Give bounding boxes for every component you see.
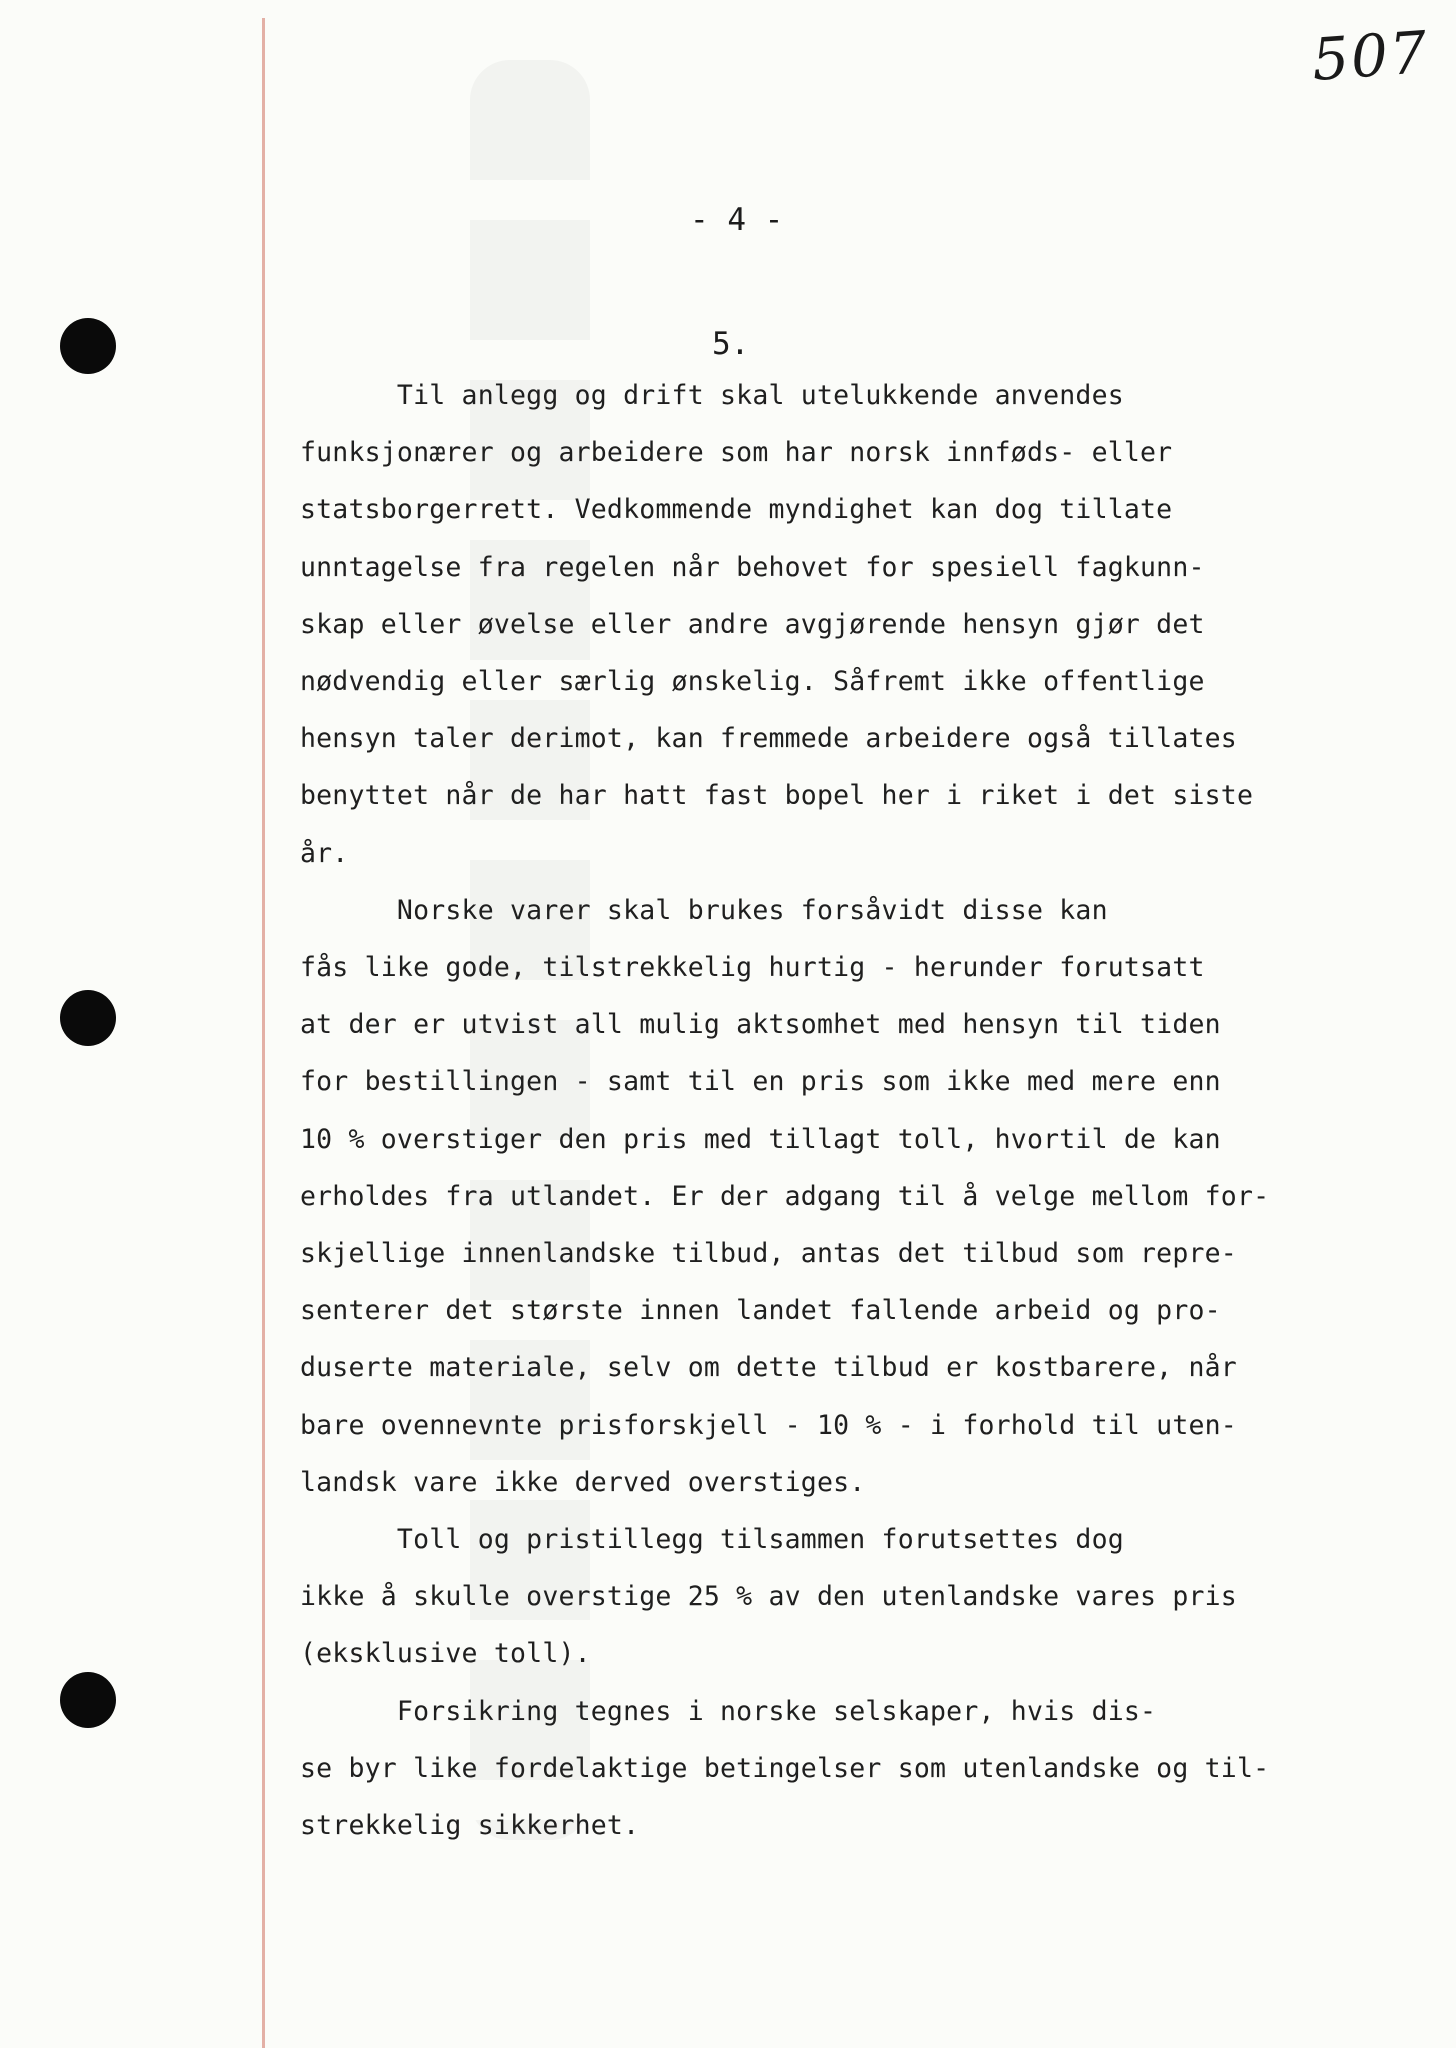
text-line: funksjonærer og arbeidere som har norsk innføds- eller <box>300 437 1173 468</box>
text-line: skap eller øvelse eller andre avgjørende hensyn gjør det <box>300 609 1205 640</box>
text-line: 10 % overstiger den pris med tillagt toll, hvortil de kan <box>300 1124 1221 1155</box>
text-line: år. <box>300 838 349 869</box>
punch-hole-bottom <box>60 1672 116 1728</box>
punch-hole-top <box>60 318 116 374</box>
text-line: Til anlegg og drift skal utelukkende anvendes <box>300 380 1124 411</box>
text-line: skjellige innenlandske tilbud, antas det tilbud som repre- <box>300 1238 1237 1269</box>
text-line: se byr like fordelaktige betingelser som utenlandske og til- <box>300 1753 1270 1784</box>
text-line: Norske varer skal brukes forsåvidt disse kan <box>300 895 1108 926</box>
text-line: landsk vare ikke derved overstiges. <box>300 1467 866 1498</box>
text-line: fås like gode, tilstrekkelig hurtig - herunder forutsatt <box>300 952 1205 983</box>
text-line: benyttet når de har hatt fast bopel her i riket i det siste <box>300 780 1254 811</box>
faint-stamp-watermark <box>470 60 590 1840</box>
text-line: bare ovennevnte prisforskjell - 10 % - i forhold til uten- <box>300 1410 1237 1441</box>
text-line: hensyn taler derimot, kan fremmede arbeidere også tillates <box>300 723 1237 754</box>
text-line: (eksklusive toll). <box>300 1638 591 1669</box>
text-line: duserte materiale, selv om dette tilbud er kostbarere, når <box>300 1352 1237 1383</box>
section-number: - 4 - <box>690 202 784 238</box>
text-line: statsborgerrett. Vedkommende myndighet kan dog tillate <box>300 494 1173 525</box>
text-line: at der er utvist all mulig aktsomhet med hensyn til tiden <box>300 1009 1221 1040</box>
text-line: unntagelse fra regelen når behovet for spesiell fagkunn- <box>300 552 1205 583</box>
text-line: strekkelig sikkerhet. <box>300 1810 640 1841</box>
punch-hole-middle <box>60 990 116 1046</box>
text-line: ikke å skulle overstige 25 % av den utenlandske vares pris <box>300 1581 1237 1612</box>
text-line: senterer det største innen landet fallende arbeid og pro- <box>300 1295 1221 1326</box>
text-line: erholdes fra utlandet. Er der adgang til å velge mellom for- <box>300 1181 1270 1212</box>
red-margin-line <box>262 18 265 2048</box>
text-line: for bestillingen - samt til en pris som ikke med mere enn <box>300 1066 1221 1097</box>
text-line: Forsikring tegnes i norske selskaper, hvis dis- <box>300 1696 1157 1727</box>
handwritten-page-number: 507 <box>1309 18 1431 94</box>
clause-number: 5. <box>712 326 750 362</box>
text-line: Toll og pristillegg tilsammen forutsettes dog <box>300 1524 1124 1555</box>
text-line: nødvendig eller særlig ønskelig. Såfremt ikke offentlige <box>300 666 1205 697</box>
